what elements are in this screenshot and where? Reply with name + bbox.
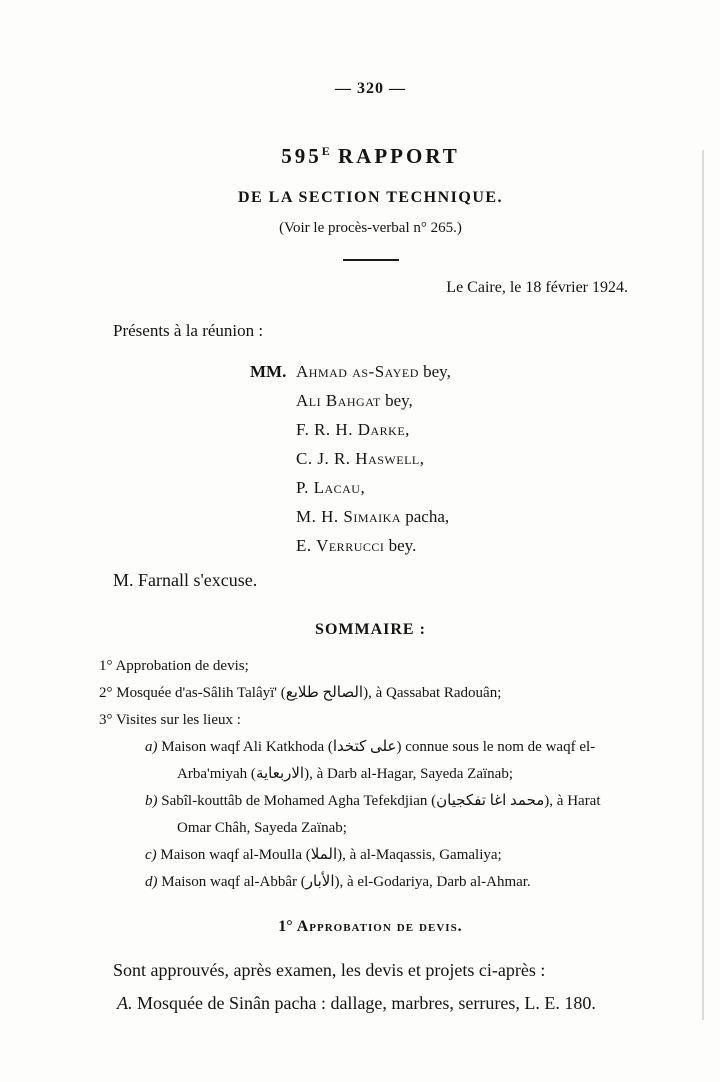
sommaire-subitem-text: Sabîl-kouttâb de Mohamed Agha Tefekdjian (محمد اغا تفكجيان), à Harat Omar Châh, Sayeda Zaïnab; [161,793,601,836]
sommaire-subitem [99,869,628,896]
report-subtitle: DE LA SECTION TECHNIQUE. [237,189,504,206]
sommaire-subitem [99,788,628,842]
sommaire-subitem [99,842,628,869]
attendee-row [250,473,628,502]
attendee-suffix: bey. [384,536,417,555]
approval-intro: Sont approuvés, après examen, les devis et projets ci-après : [113,960,546,980]
attendee-suffix: bey, [380,391,413,410]
attendee-row [250,415,628,444]
sommaire-item [99,707,628,734]
sommaire-subitem-text: Maison waqf Ali Katkhoda (على كتخدا) connue sous le nom de waqf el-Arba'miyah (الاربعاية), à Darb al-Hagar, Sayeda Zaïnab; [161,739,596,782]
report-title-number: 595 [281,144,322,168]
approval-item-letter: A. [117,993,133,1013]
attendee-name: Ali Bahgat [296,391,381,410]
sommaire-subitem [99,734,628,788]
sommaire-item-marker: 1° [99,658,113,674]
sommaire-item-text: Mosquée d'as-Sâlih Talâyï' (الصالح طلايع), à Qassabat Radouân; [116,685,502,701]
sommaire-item [99,680,628,707]
attendee-row [250,531,628,560]
attendee-prefix: MM. [250,362,287,381]
sommaire-item [99,653,628,680]
attendee-row [250,502,628,531]
attendee-name: Ahmad as-Sayed [296,362,419,381]
presents-label: Présents à la réunion : [113,321,264,340]
attendee-name: C. J. R. Haswell [296,449,420,468]
attendee-name: M. H. Simaika [296,507,402,526]
approval-item-text: Mosquée de Sinân pacha : dallage, marbres, serrures, L. E. 180. [132,993,596,1013]
sommaire-subitem-marker: b) [145,793,158,809]
approval-item [113,993,628,1014]
report-title [113,144,628,169]
report-title-ordinal: E [321,144,330,158]
attendee-suffix: bey, [418,362,451,381]
sommaire-item-text: Visites sur les lieux : [115,712,241,728]
section-heading [113,918,628,936]
sommaire-item-marker: 2° [99,685,113,701]
sommaire-item-marker: 3° [99,712,113,728]
proces-verbal-reference: (Voir le procès-verbal n° 265.) [279,220,462,236]
attendee-suffix: , [360,478,365,497]
attendees-list [250,357,628,560]
excuse-note: M. Farnall s'excuse. [113,570,258,590]
attendee-name: E. Verrucci [296,536,385,555]
attendee-suffix: , [405,420,410,439]
sommaire-subitem-marker: d) [145,874,158,890]
sommaire-subitem-text: Maison waqf al-Abbâr (الأبار), à el-Godariya, Darb al-Ahmar. [161,874,531,890]
attendee-name: P. Lacau [296,478,361,497]
attendee-row [250,357,628,386]
section-heading-text: Approbation de devis. [296,918,463,935]
attendee-row [250,386,628,415]
report-title-text: RAPPORT [338,144,460,168]
sommaire-subitem-text: Maison waqf al-Moulla (الملا), à al-Maqassis, Gamaliya; [160,847,502,863]
sommaire-list [99,653,628,896]
dateline: Le Caire, le 18 février 1924. [446,279,628,296]
attendee-name: F. R. H. Darke [296,420,406,439]
ornamental-divider [343,259,399,261]
attendee-suffix: pacha, [401,507,450,526]
section-heading-marker: 1° [278,918,293,935]
attendee-suffix: , [419,449,424,468]
sommaire-subitem-marker: a) [145,739,158,755]
page-number: — 320 — [335,80,406,97]
sommaire-item-text: Approbation de devis; [115,658,249,674]
attendee-row [250,444,628,473]
sommaire-heading: SOMMAIRE : [315,621,426,638]
sommaire-subitem-marker: c) [145,847,157,863]
